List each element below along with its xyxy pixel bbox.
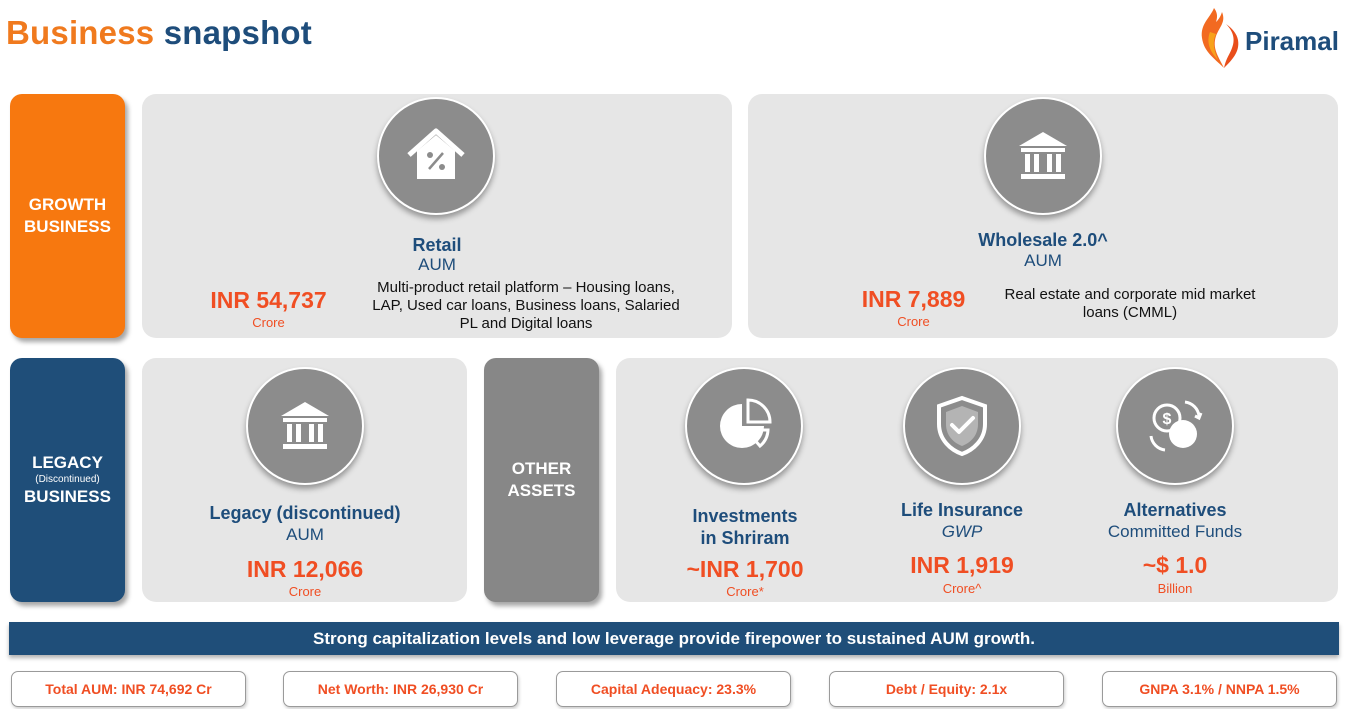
retail-unit: Crore — [252, 315, 285, 330]
investments-name-line2: in Shriram — [700, 528, 790, 548]
stat-debt-equity: Debt / Equity: 2.1x — [829, 671, 1064, 707]
bank-icon — [1013, 126, 1073, 186]
legacy-name: Legacy (discontinued) — [209, 503, 401, 523]
retail-icon-circle — [377, 97, 495, 215]
alternatives-value: ~$ 1.0 — [1142, 552, 1208, 578]
life-insurance-value: INR 1,919 — [910, 552, 1014, 578]
retail-desc-line: Multi-product retail platform – Housing loans, — [377, 279, 675, 296]
pie-chart-icon — [712, 394, 776, 458]
life-insurance-icon-circle — [903, 367, 1021, 485]
wholesale-desc-line: loans (CMML) — [1082, 304, 1178, 321]
growth-business-label — [10, 94, 125, 338]
alternatives-icon-circle — [1116, 367, 1234, 485]
retail-sub: AUM — [418, 255, 456, 274]
legacy-value: INR 12,066 — [246, 556, 364, 582]
legacy-sub: AUM — [286, 525, 324, 544]
legacy-unit: Crore — [288, 584, 322, 599]
investments-name — [665, 505, 825, 549]
wholesale-description — [980, 286, 1280, 322]
investments-name-line1: Investments — [692, 506, 798, 526]
life-insurance-name: Life Insurance — [900, 500, 1024, 520]
page-title-part1: Business — [6, 14, 155, 51]
stat-net-worth: Net Worth: INR 26,930 Cr — [283, 671, 518, 707]
page-title-part2: snapshot — [163, 14, 312, 51]
legacy-label-line2: BUSINESS — [24, 487, 111, 506]
page-title — [6, 14, 312, 52]
life-insurance-unit: Crore^ — [942, 581, 982, 596]
retail-desc-line: LAP, Used car loans, Business loans, Salaried — [372, 297, 680, 314]
wholesale-sub: AUM — [1024, 251, 1062, 270]
wholesale-value: INR 7,889 — [861, 286, 966, 312]
other-label-line2: ASSETS — [507, 481, 576, 500]
investments-value: ~INR 1,700 — [686, 556, 804, 582]
wholesale-icon-circle — [984, 97, 1102, 215]
retail-value: INR 54,737 — [210, 287, 327, 313]
wholesale-desc-line: Real estate and corporate mid market — [1004, 286, 1256, 303]
alternatives-sub: Committed Funds — [1107, 522, 1243, 541]
wholesale-unit: Crore — [897, 314, 930, 329]
legacy-icon-circle — [246, 367, 364, 485]
alternatives-unit: Billion — [1157, 581, 1193, 596]
svg-text:$: $ — [1162, 411, 1172, 428]
retail-name: Retail — [412, 235, 462, 255]
stat-gnpa-nnpa: GNPA 3.1% / NNPA 1.5% — [1102, 671, 1337, 707]
legacy-label-line1: LEGACY — [32, 453, 103, 472]
retail-desc-line: PL and Digital loans — [459, 315, 593, 332]
investments-icon-circle — [685, 367, 803, 485]
legacy-label-small: (Discontinued) — [35, 474, 100, 485]
retail-description — [346, 279, 706, 333]
legacy-business-label — [10, 358, 125, 602]
wholesale-name: Wholesale 2.0^ — [978, 230, 1108, 250]
growth-label-line1: GROWTH — [28, 195, 107, 214]
bank-icon — [275, 396, 335, 456]
stat-total-aum: Total AUM: INR 74,692 Cr — [11, 671, 246, 707]
alternatives-name: Alternatives — [1123, 500, 1227, 520]
summary-banner: Strong capitalization levels and low leverage provide firepower to sustained AUM growth. — [9, 622, 1339, 655]
investments-unit: Crore* — [726, 584, 764, 599]
stat-capital-adequacy: Capital Adequacy: 23.3% — [556, 671, 791, 707]
life-insurance-sub: GWP — [941, 522, 983, 541]
other-assets-label — [484, 358, 599, 602]
other-label-line1: OTHER — [511, 459, 572, 478]
house-percent-icon — [401, 121, 471, 191]
growth-label-line2: BUSINESS — [24, 217, 111, 236]
coins-exchange-icon — [1143, 394, 1207, 458]
logo-text: Piramal — [1245, 26, 1339, 56]
shield-check-icon — [933, 394, 991, 458]
